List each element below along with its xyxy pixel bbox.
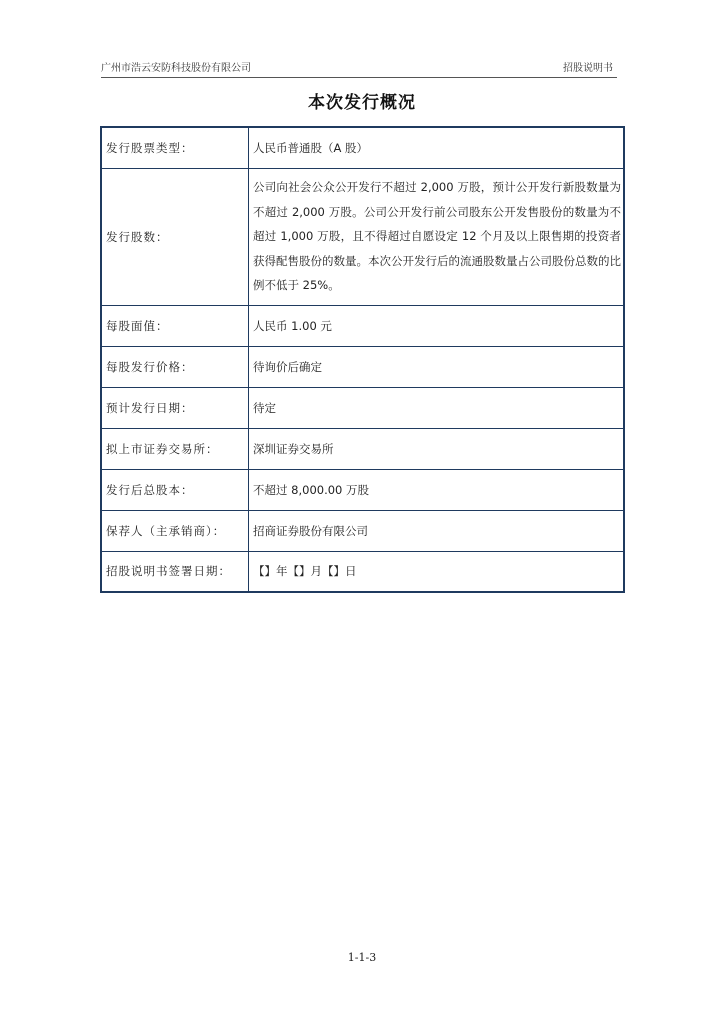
page-number: 1-1-3: [347, 951, 377, 964]
row-label: 预计发行日期：: [101, 387, 249, 428]
table-row: [101, 469, 624, 510]
row-label: 每股发行价格：: [101, 346, 249, 387]
row-value: 公司向社会公众公开发行不超过 2,000 万股，预计公开发行新股数量为不超过 2,000 万股。公司公开发行前公司股东公开发售股份的数量为不超过 1,000 万股，且不得超过自愿设定 12 个月及以上限售期的投资者获得配售股份的数量。本次公开发行后的流通股数量占公司股份总数的比例不低于 25%。: [249, 168, 625, 305]
table-row: [101, 387, 624, 428]
page-title: 本次发行概况: [308, 93, 416, 113]
table-row: [101, 168, 624, 305]
row-value: 不超过 8,000.00 万股: [249, 469, 625, 510]
row-value: 待询价后确定: [249, 346, 625, 387]
document-type: 招股说明书: [563, 63, 613, 74]
table-row: [101, 305, 624, 346]
row-label: 发行股票类型：: [101, 127, 249, 168]
row-label: 发行股数：: [101, 168, 249, 305]
row-value: 待定: [249, 387, 625, 428]
table-row: [101, 127, 624, 168]
table-row: [101, 510, 624, 551]
company-name: 广州市浩云安防科技股份有限公司: [101, 63, 251, 74]
row-label: 招股说明书签署日期：: [101, 551, 249, 592]
row-value: 招商证券股份有限公司: [249, 510, 625, 551]
row-label: 发行后总股本：: [101, 469, 249, 510]
row-value: 人民币普通股（A 股）: [249, 127, 625, 168]
row-value: 深圳证券交易所: [249, 428, 625, 469]
table-row: [101, 346, 624, 387]
table-row: [101, 551, 624, 592]
row-label: 拟上市证券交易所：: [101, 428, 249, 469]
page-header: [101, 57, 617, 78]
offering-overview-table: [100, 126, 625, 593]
row-label: 每股面值：: [101, 305, 249, 346]
row-label: 保荐人（主承销商）：: [101, 510, 249, 551]
row-value: 【】年【】月【】日: [249, 551, 625, 592]
row-value: 人民币 1.00 元: [249, 305, 625, 346]
table-row: [101, 428, 624, 469]
